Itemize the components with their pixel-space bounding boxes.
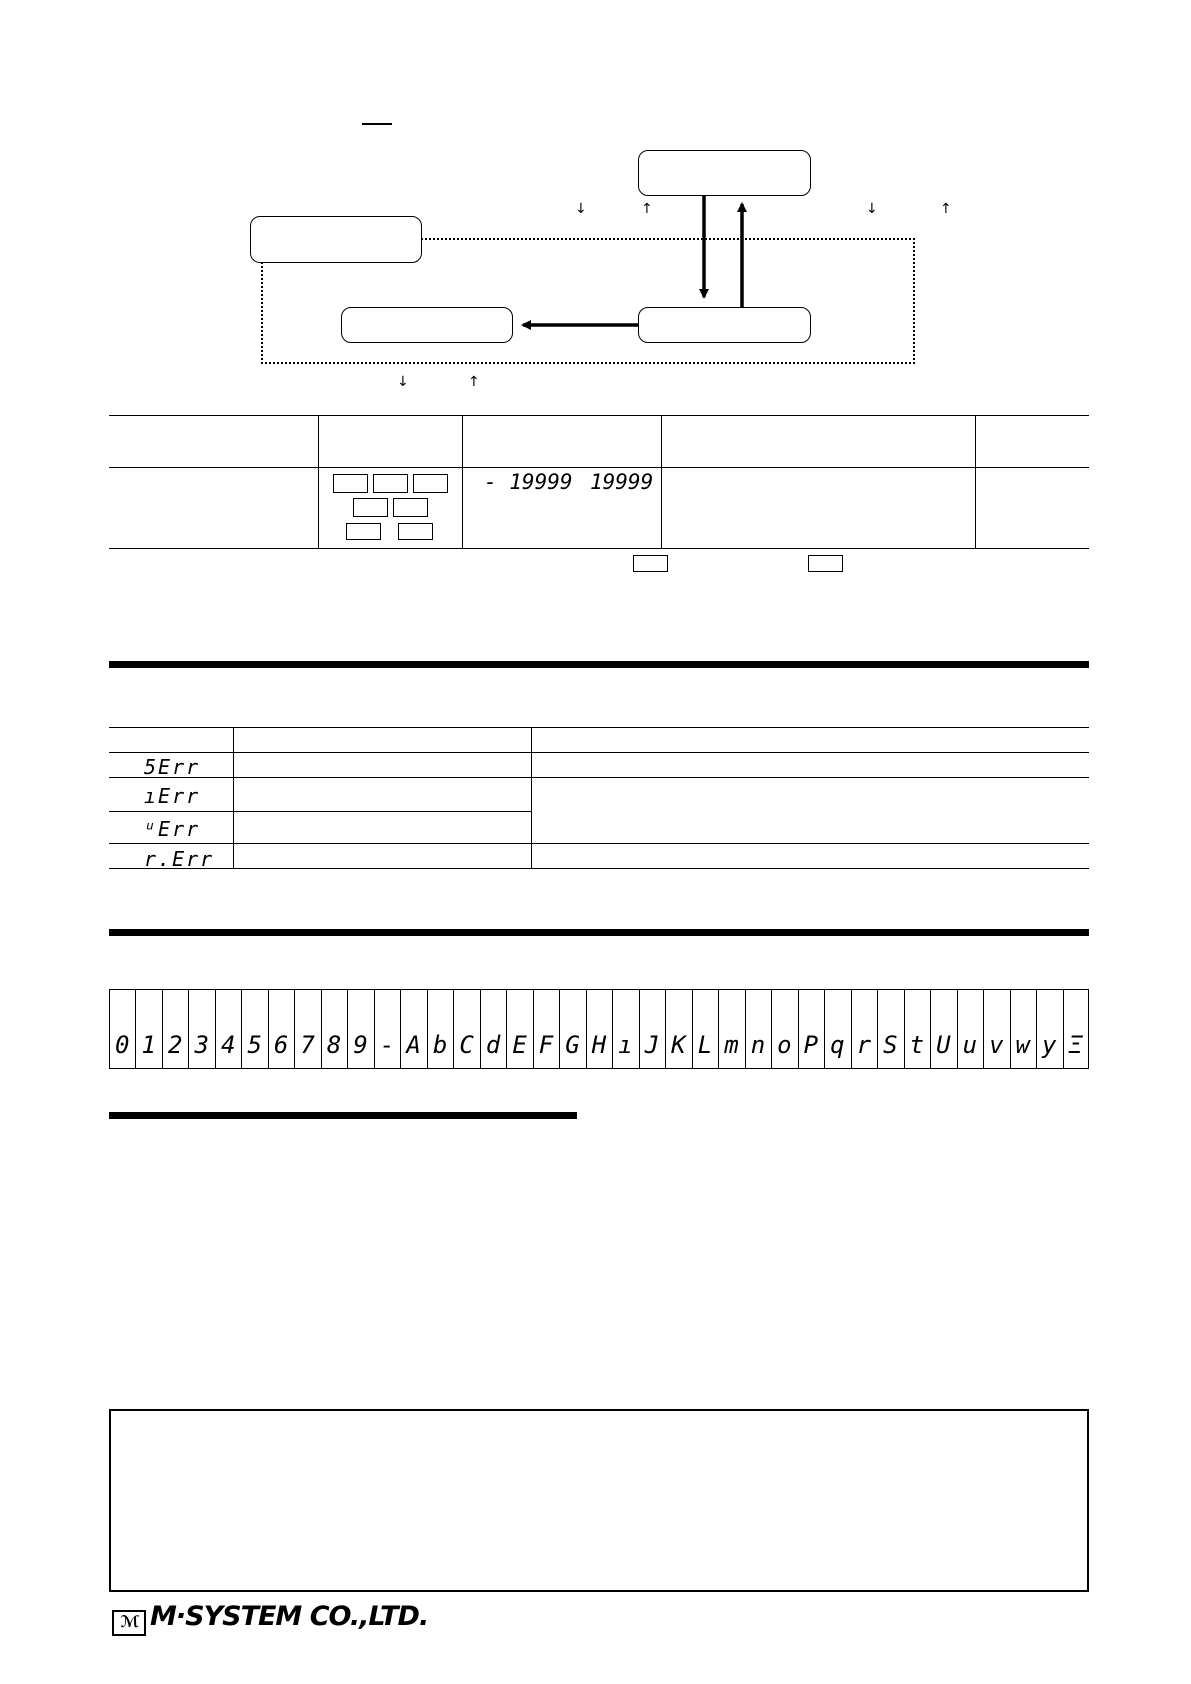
display-char: n [750, 1031, 766, 1059]
error-code: r.Err [144, 847, 215, 871]
up-arrow-icon: ↑ [940, 201, 952, 217]
down-arrow-icon: ↓ [397, 374, 409, 390]
display-char: ı [618, 1031, 633, 1059]
error-code: 5Err [144, 755, 201, 779]
display-char: A [406, 1031, 421, 1059]
display-char: E [512, 1031, 527, 1059]
range-min: - 19999 [484, 470, 573, 494]
display-char: u [962, 1031, 978, 1059]
display-char: - [379, 1031, 395, 1059]
error-code: ıErr [144, 784, 201, 808]
display-char: 7 [300, 1031, 315, 1059]
display-char: r [856, 1031, 872, 1059]
display-char: 1 [141, 1031, 156, 1059]
display-char: P [803, 1031, 819, 1059]
company-logo [112, 1601, 428, 1636]
display-char: v [989, 1031, 1004, 1059]
display-char: q [830, 1031, 845, 1059]
display-char: H [591, 1031, 607, 1059]
display-char: K [671, 1031, 686, 1059]
display-char: Ξ [1068, 1031, 1083, 1059]
error-code: ᵘErr [144, 817, 201, 841]
display-char: y [1042, 1031, 1057, 1059]
display-char: o [777, 1031, 792, 1059]
display-char: 5 [247, 1031, 262, 1059]
section-rule [109, 1112, 577, 1119]
display-char: 0 [115, 1031, 130, 1059]
display-char: G [565, 1031, 580, 1059]
note-box [109, 1409, 1089, 1592]
display-char: U [936, 1031, 951, 1059]
display-char: 9 [353, 1031, 368, 1059]
display-char: b [432, 1031, 448, 1059]
display-char: d [485, 1031, 501, 1059]
range-max: 19999 [590, 470, 654, 494]
display-char: 2 [167, 1031, 183, 1059]
display-char: S [883, 1031, 898, 1059]
display-char: t [909, 1031, 925, 1059]
display-char: 4 [220, 1031, 236, 1059]
logo-text: M·SYSTEM CO.,LTD. [150, 1601, 429, 1632]
display-char: w [1015, 1031, 1030, 1059]
down-arrow-icon: ↓ [575, 201, 587, 217]
char-divider [1088, 989, 1089, 1068]
display-char: 6 [273, 1031, 289, 1059]
display-char: J [644, 1031, 660, 1059]
display-char: 8 [326, 1031, 342, 1059]
display-char: F [538, 1031, 554, 1059]
down-arrow-icon: ↓ [866, 201, 878, 217]
logo-mark-icon: ℳ [112, 1610, 146, 1636]
up-arrow-icon: ↑ [641, 201, 653, 217]
display-char: 3 [194, 1031, 209, 1059]
display-char: L [697, 1031, 713, 1059]
display-char: C [459, 1031, 474, 1059]
display-char: m [724, 1031, 739, 1059]
up-arrow-icon: ↑ [468, 374, 480, 390]
